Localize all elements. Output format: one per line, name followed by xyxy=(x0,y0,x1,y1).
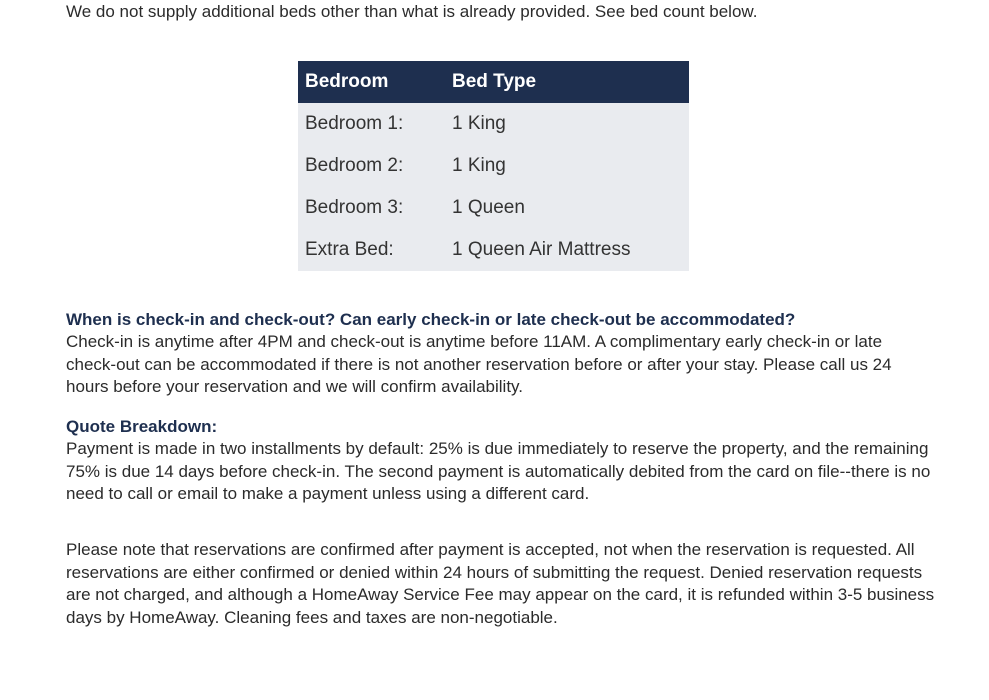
bed-type-cell: 1 Queen xyxy=(445,187,689,229)
quote-section xyxy=(66,416,936,506)
header-bed-type: Bed Type xyxy=(445,61,689,103)
reservations-note: Please note that reservations are confirmed after payment is accepted, not when the reservation is requested. All reservations are either confirmed or denied within 24 hours of submitting the request. Denied reservation requests are not charged, and although a HomeAway Service Fee may appear on the card, it is refunded within 3-5 business days by HomeAway. Cleaning fees and taxes are non-negotiable. xyxy=(66,540,935,628)
table-header-row xyxy=(298,61,689,103)
table-row xyxy=(298,229,689,271)
bed-type-cell: 1 King xyxy=(445,145,689,187)
room-cell: Bedroom 2: xyxy=(298,145,445,187)
room-cell: Extra Bed: xyxy=(298,229,445,271)
quote-body: Payment is made in two installments by default: 25% is due immediately to reserve the property, and the remaining 75% is due 14 days before check-in. The second payment is automatically debited from the card on file--there is no need to call or email to make a payment unless using a different card. xyxy=(66,439,931,504)
room-cell: Bedroom 3: xyxy=(298,187,445,229)
reservations-section xyxy=(66,539,936,630)
room-cell: Bedroom 1: xyxy=(298,103,445,145)
table-row xyxy=(298,103,689,145)
bed-type-cell: 1 King xyxy=(445,103,689,145)
bed-type-cell: 1 Queen Air Mattress xyxy=(445,229,689,271)
table-row xyxy=(298,187,689,229)
intro-text: We do not supply additional beds other than what is already provided. See bed count below. xyxy=(66,2,758,21)
checkin-heading: When is check-in and check-out? Can early check-in or late check-out be accommodated? xyxy=(66,310,796,329)
checkin-section xyxy=(66,309,936,399)
table-row xyxy=(298,145,689,187)
checkin-body: Check-in is anytime after 4PM and check-out is anytime before 11AM. A complimentary early check-in or late check-out can be accommodated if there is not another reservation before or after your stay. Please call us 24 hours before your reservation and we will confirm availability. xyxy=(66,332,892,397)
bed-count-table xyxy=(298,61,689,271)
quote-heading: Quote Breakdown: xyxy=(66,417,218,436)
header-bedroom: Bedroom xyxy=(298,61,445,103)
